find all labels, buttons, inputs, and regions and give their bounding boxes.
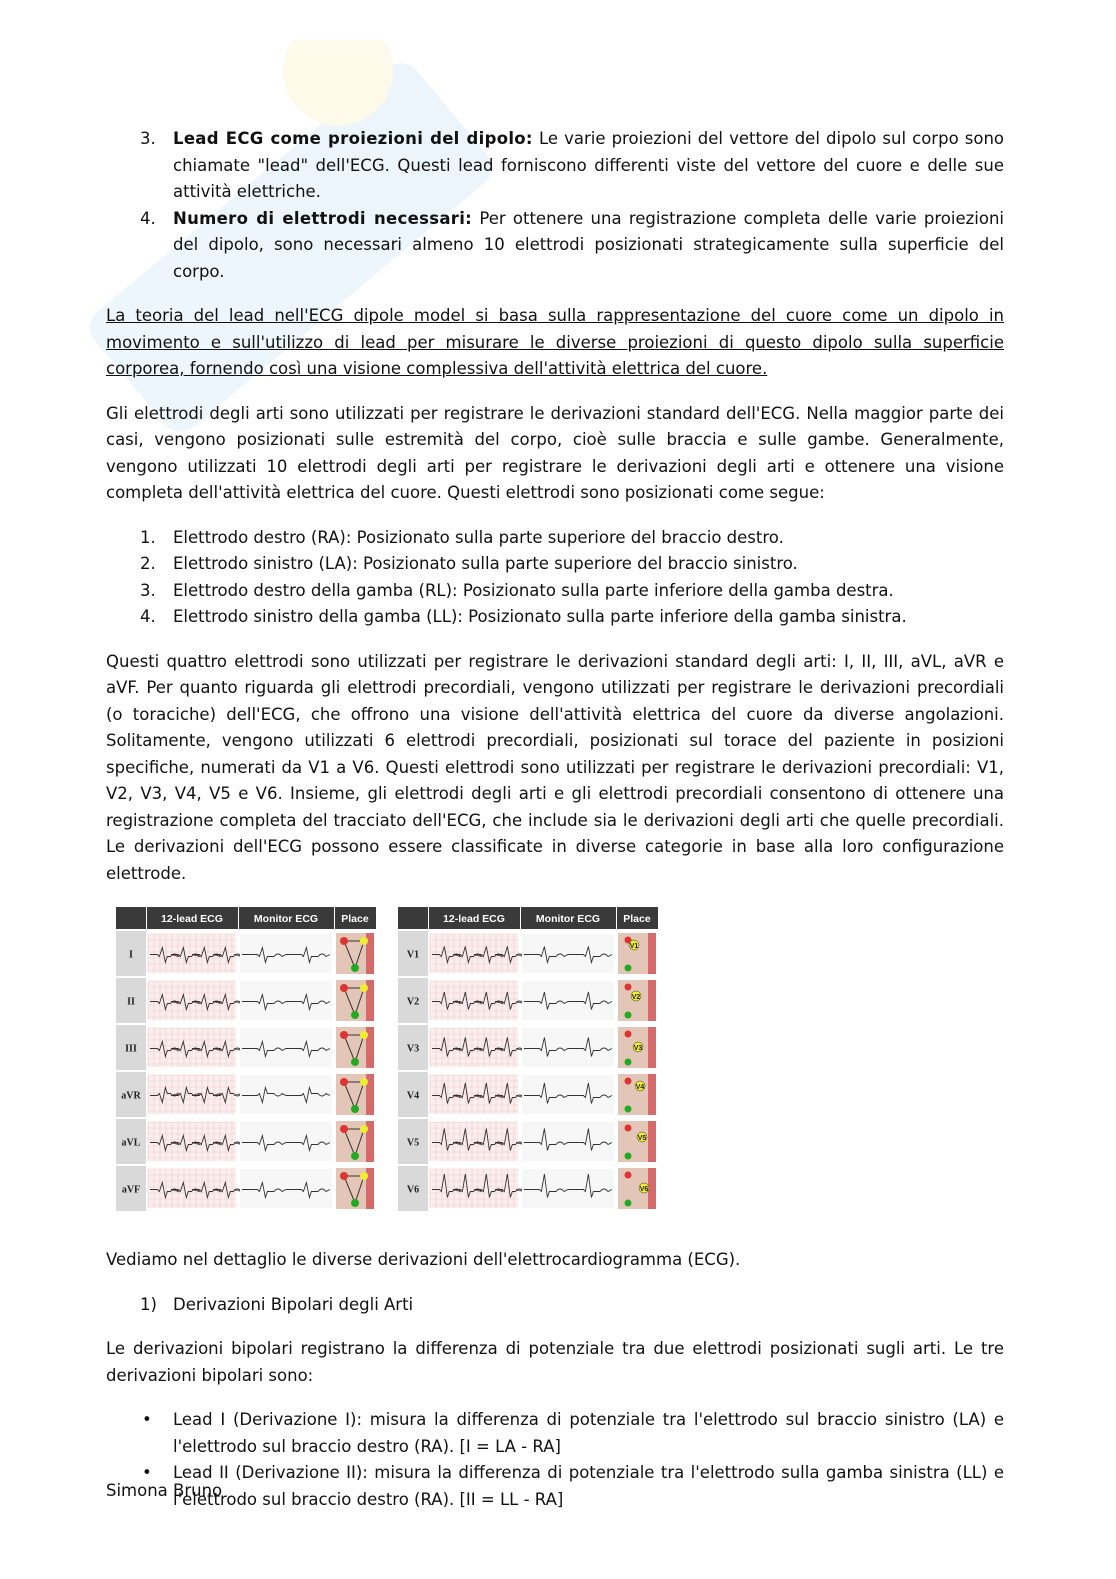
ecg-leads-table bbox=[116, 905, 688, 1211]
summary-paragraph: La teoria del lead nell'ECG dipole model si basa sulla rappresentazione del cuore come un dipolo in movimento e sull'utilizzo di lead per misurare le diverse proiezioni di questo dipolo sulla superficie corporea, fornendo così una visione complessiva dell'attività elettrica del cuore. bbox=[106, 306, 1004, 378]
electrode-placement-thumbnail bbox=[336, 1121, 374, 1162]
limb-electrodes-paragraph: Gli elettrodi degli arti sono utilizzati per registrare le derivazioni standard dell'ECG. Nella maggior parte dei casi, vengono posizionati sulle estremità del corpo, cioè sulle braccia e sulle gambe. Generalmente, vengono utilizzati 10 elettrodi degli arti per registrare le derivazioni degli arti e ottenere una visione completa dell'attività elettrica del cuore. Questi elettrodi sono posizionati come segue: bbox=[106, 403, 1004, 502]
lead-label: V4 bbox=[406, 1090, 420, 1102]
place-label: V2 bbox=[631, 994, 641, 1001]
electrode-placement-thumbnail bbox=[618, 1121, 656, 1162]
electrode-placement-thumbnail bbox=[336, 980, 374, 1021]
electrode-placement-thumbnail bbox=[618, 1074, 656, 1115]
list-item: 4. Numero di elettrodi necessari: Per ottenere una registrazione completa delle varie proiezioni del dipolo, sono necessari almeno 10 elettrodi posizionati strategicamente sulla superficie del corpo. bbox=[140, 208, 1004, 281]
place-label: V3 bbox=[633, 1045, 643, 1052]
table-header-cell: 12-lead ECG bbox=[443, 913, 505, 925]
lead-label: V2 bbox=[406, 996, 420, 1008]
electrode-placement-thumbnail bbox=[618, 1168, 656, 1209]
table-header-cell: Monitor ECG bbox=[253, 913, 319, 925]
table-header-cell: Place bbox=[341, 913, 369, 925]
bullet-icon: • bbox=[142, 1463, 152, 1482]
monitor-trace bbox=[240, 1028, 332, 1067]
monitor-trace bbox=[240, 934, 332, 973]
lead-label: V5 bbox=[406, 1137, 420, 1149]
list-item: 2. Elettrodo sinistro (LA): Posizionato sulla parte superiore del braccio sinistro. bbox=[140, 554, 798, 573]
lead-label: V6 bbox=[406, 1184, 420, 1196]
monitor-trace bbox=[240, 1075, 332, 1114]
electrode-placement-thumbnail bbox=[618, 980, 656, 1021]
twelve-lead-trace bbox=[148, 1122, 242, 1161]
monitor-trace bbox=[522, 1122, 614, 1161]
place-label: V1 bbox=[629, 943, 639, 950]
place-label: V4 bbox=[635, 1084, 645, 1091]
place-label: V5 bbox=[637, 1135, 647, 1142]
electrode-placement-thumbnail bbox=[618, 1027, 656, 1068]
document-page bbox=[106, 126, 1004, 1513]
twelve-lead-trace bbox=[148, 934, 242, 973]
bipolar-list bbox=[106, 1407, 1004, 1513]
ecg-leads-figure bbox=[116, 905, 688, 1211]
list-item: 3. Elettrodo destro della gamba (RL): Posizionato sulla parte inferiore della gamba destra. bbox=[140, 580, 894, 600]
bipolar-paragraph: Le derivazioni bipolari registrano la differenza di potenziale tra due elettrodi posizionati sugli arti. Le tre derivazioni bipolari sono: bbox=[106, 1339, 1004, 1385]
list-item: • Lead I (Derivazione I): misura la differenza di potenziale tra l'elettrodo sul braccio sinistro (LA) e l'elettrodo sul braccio destro (RA). [I = LA - RA] bbox=[106, 1407, 1004, 1460]
precordial-paragraph: Questi quattro elettrodi sono utilizzati per registrare le derivazioni standard degli arti: I, II, III, aVL, aVR e aVF. Per quanto riguarda gli elettrodi precordiali, vengono utilizzati per registrare le derivazioni precordiali (o toraciche) dell'ECG, che offrono una visione dell'attività elettrica del cuore da diverse angolazioni. Solitamente, vengono utilizzati 6 elettrodi precordiali, posizionati sul torace del paziente in posizioni specifiche, numerati da V1 a V6. Questi elettrodi sono utilizzati per registrare le derivazioni precordiali: V1, V2, V3, V4, V5 e V6. Insieme, gli elettrodi degli arti e gli elettrodi precordiali consentono di ottenere una registrazione completa del tracciato dell'ECG, che include sia le derivazioni degli arti che quelle precordiali. Le derivazioni dell'ECG possono essere classificate in diverse categorie in base alla loro configurazione elettrode. bbox=[106, 651, 1004, 883]
section-heading-list bbox=[106, 1292, 1004, 1319]
lead-label: aVR bbox=[121, 1090, 141, 1102]
lead-label: aVL bbox=[121, 1137, 141, 1149]
electrode-placement-thumbnail bbox=[336, 1074, 374, 1115]
electrode-placement-thumbnail bbox=[618, 933, 656, 974]
lead-label: II bbox=[127, 996, 135, 1008]
lead-label: I bbox=[129, 949, 133, 961]
twelve-lead-trace bbox=[430, 1028, 524, 1067]
table-header-cell: 12-lead ECG bbox=[161, 913, 223, 925]
detail-sentence: Vediamo nel dettaglio le diverse derivazioni dell'elettrocardiogramma (ECG). bbox=[106, 1250, 741, 1269]
lead-label: V1 bbox=[406, 949, 420, 961]
monitor-trace bbox=[522, 1028, 614, 1067]
monitor-trace bbox=[240, 1122, 332, 1161]
monitor-trace bbox=[240, 981, 332, 1020]
twelve-lead-trace bbox=[430, 934, 524, 973]
lead-label: III bbox=[125, 1043, 137, 1055]
place-label: V6 bbox=[639, 1186, 649, 1193]
twelve-lead-trace bbox=[430, 1122, 524, 1161]
list-item: 4. Elettrodo sinistro della gamba (LL): Posizionato sulla parte inferiore della gamba sinistra. bbox=[140, 607, 907, 626]
section-heading: 1) Derivazioni Bipolari degli Arti bbox=[140, 1294, 414, 1314]
monitor-trace bbox=[522, 1169, 614, 1208]
twelve-lead-trace bbox=[148, 1169, 242, 1208]
twelve-lead-trace bbox=[430, 1075, 524, 1114]
twelve-lead-trace bbox=[148, 1075, 242, 1114]
lead-label: V3 bbox=[406, 1043, 420, 1055]
list-item: 3. Lead ECG come proiezioni del dipolo: Le varie proiezioni del vettore del dipolo sul corpo sono chiamate "lead" dell'ECG. Questi lead forniscono differenti viste del vettore del cuore e delle sue attività elettriche. bbox=[140, 129, 1004, 201]
list-item-title: Lead ECG come proiezioni del dipolo: bbox=[173, 129, 533, 148]
electrode-placement-thumbnail bbox=[336, 1168, 374, 1209]
monitor-trace bbox=[240, 1169, 332, 1208]
monitor-trace bbox=[522, 1075, 614, 1114]
table-header-cell: Monitor ECG bbox=[535, 913, 601, 925]
footer-author: Simona Bruno bbox=[106, 1481, 223, 1500]
electrode-list bbox=[106, 525, 1004, 631]
electrode-placement-thumbnail bbox=[336, 1027, 374, 1068]
twelve-lead-trace bbox=[430, 981, 524, 1020]
twelve-lead-trace bbox=[148, 1028, 242, 1067]
list-item-title: Numero di elettrodi necessari: bbox=[173, 208, 473, 228]
twelve-lead-trace bbox=[148, 981, 242, 1020]
list-item: 1. Elettrodo destro (RA): Posizionato sulla parte superiore del braccio destro. bbox=[140, 527, 784, 547]
bullet-icon: • bbox=[142, 1410, 152, 1429]
table-header-cell: Place bbox=[623, 913, 651, 925]
monitor-trace bbox=[522, 981, 614, 1020]
twelve-lead-trace bbox=[430, 1169, 524, 1208]
monitor-trace bbox=[522, 934, 614, 973]
lead-label: aVF bbox=[121, 1184, 141, 1196]
list-item: • Lead II (Derivazione II): misura la differenza di potenziale tra l'elettrodo sulla gamba sinistra (LL) e l'elettrodo sul braccio destro (RA). [II = LL - RA] bbox=[106, 1460, 1004, 1513]
electrode-placement-thumbnail bbox=[336, 933, 374, 974]
numbered-list-top bbox=[106, 126, 1004, 285]
